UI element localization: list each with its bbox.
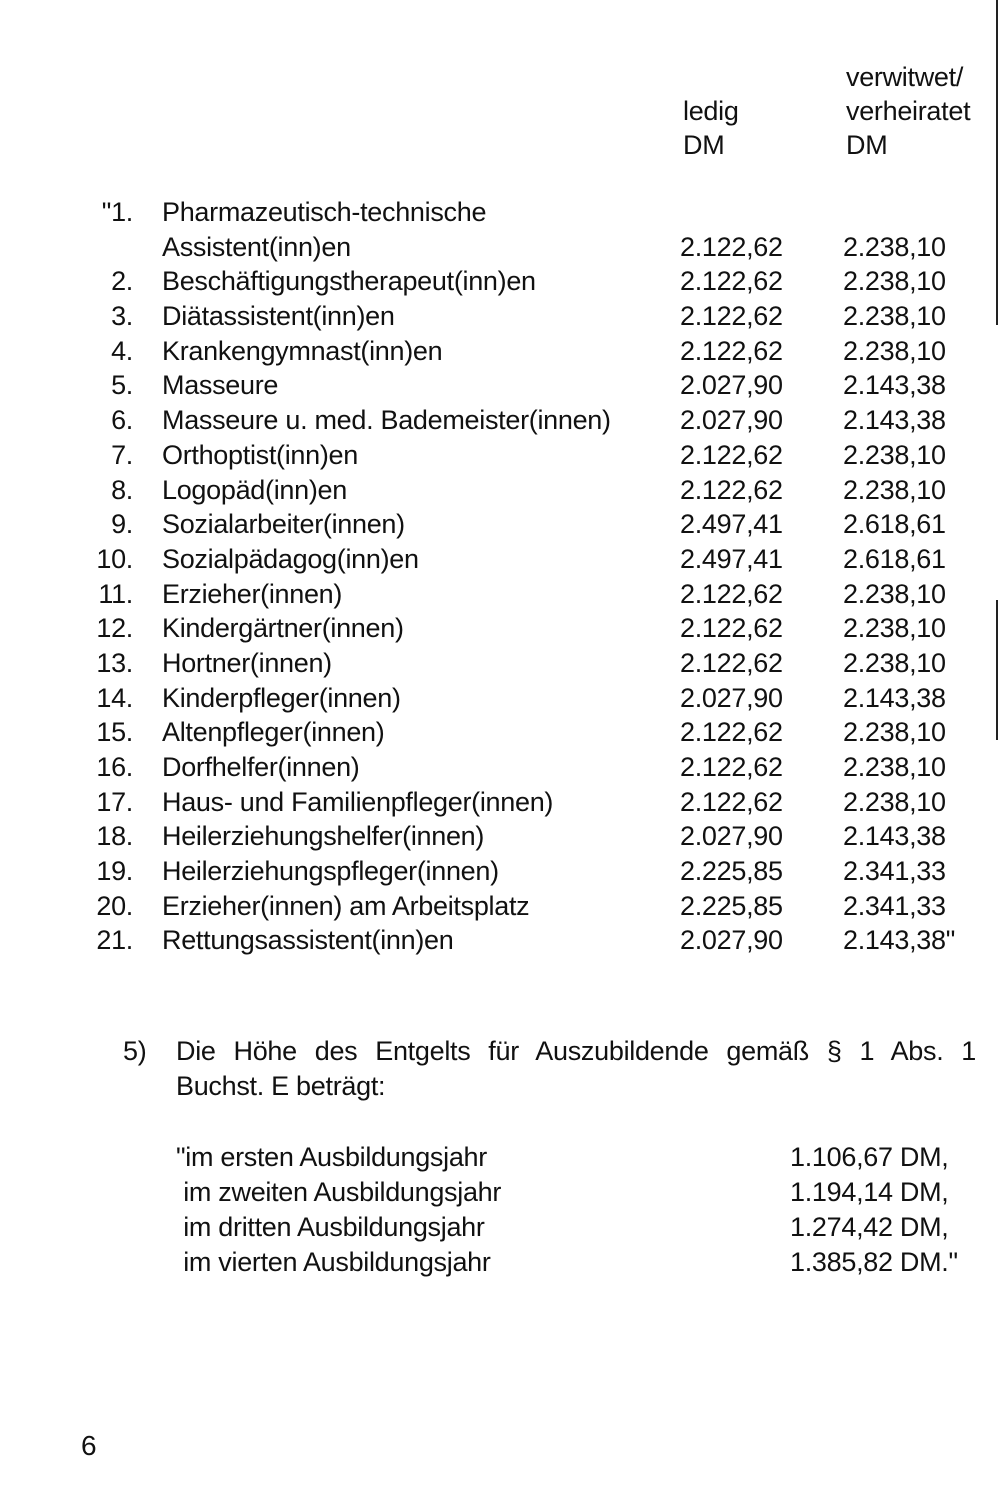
table-row [0,819,1000,854]
column-header-ledig-unit: DM [683,130,725,160]
row-number: 18. [96,821,133,852]
row-profession: Kinderpfleger(innen) [162,682,401,713]
row-profession: Pharmazeutisch-technische [162,197,487,227]
row-value-verheiratet: 2.143,38 [843,821,946,852]
column-header-verheiratet [846,60,970,162]
row-profession: Heilerziehungshelfer(innen) [162,821,485,852]
row-number: 4. [111,335,133,366]
row-profession: Erzieher(innen) [162,578,343,609]
row-value-ledig: 2.497,41 [680,509,783,540]
row-profession: Sozialpädagog(inn)en [162,543,419,574]
table-row [0,507,1000,542]
row-profession: Sozialarbeiter(innen) [162,509,405,540]
table-row [0,785,1000,820]
row-value-verheiratet: 2.238,10 [843,474,946,505]
column-header-ledig [683,94,739,162]
row-value-ledig: 2.027,90 [680,370,783,401]
table-row [0,715,1000,750]
row-number: 8. [111,474,133,505]
list-item [0,1140,1000,1175]
note-number: 5) [123,1036,147,1066]
row-number: 20. [96,890,133,921]
column-header-verheiratet-line2: verheiratet [846,96,971,126]
row-value-verheiratet: 2.238,10 [843,335,946,366]
list-item [0,1175,1000,1210]
row-profession: Orthoptist(inn)en [162,439,358,470]
row-number: 12. [96,613,133,644]
list-item [0,1210,1000,1245]
row-value-ledig: 2.122,62 [680,231,783,262]
row-number: 9. [111,509,133,540]
table-row [0,750,1000,785]
table-row [0,403,1000,438]
training-year-value: 1.194,14 DM, [790,1177,949,1207]
row-value-verheiratet: 2.618,61 [843,509,946,540]
table-row [0,542,1000,577]
row-profession: Hortner(innen) [162,647,332,678]
row-value-ledig: 2.122,62 [680,717,783,748]
training-year-label: "im ersten Ausbildungsjahr [176,1142,487,1172]
row-profession: Masseure [162,370,279,401]
table-row [0,611,1000,646]
row-value-ledig: 2.122,62 [680,647,783,678]
row-profession: Masseure u. med. Bademeister(innen) [162,405,611,436]
row-profession: Diätassistent(inn)en [162,301,395,332]
row-value-ledig: 2.122,62 [680,335,783,366]
row-value-verheiratet: 2.238,10 [843,439,946,470]
row-profession: Dorfhelfer(innen) [162,752,360,782]
row-value-verheiratet: 2.238,10 [843,301,946,332]
table-row [0,438,1000,473]
table-row [0,681,1000,716]
row-value-verheiratet: 2.341,33 [843,890,946,921]
row-value-ledig: 2.122,62 [680,786,783,817]
row-value-verheiratet: 2.238,10 [843,578,946,609]
row-value-verheiratet: 2.618,61 [843,543,946,574]
row-value-ledig: 2.497,41 [680,543,783,574]
row-value-verheiratet: 2.238,10 [843,231,946,262]
row-profession: Heilerziehungspfleger(innen) [162,856,499,887]
table-row [0,230,1000,265]
table-row [0,299,1000,334]
row-value-verheiratet: 2.238,10 [843,266,946,297]
table-row [0,195,1000,230]
row-value-ledig: 2.122,62 [680,613,783,644]
row-number: 16. [96,752,133,782]
column-header-verheiratet-unit: DM [846,130,888,160]
row-value-verheiratet: 2.238,10 [843,786,946,817]
row-profession: Rettungsassistent(inn)en [162,925,454,956]
row-number: 15. [96,717,133,748]
row-profession: Krankengymnast(inn)en [162,335,443,366]
row-number: 7. [111,439,133,470]
note-text-line1: Die Höhe des Entgelts für Auszubildende gemäß § 1 Abs. 1 [176,1036,976,1066]
row-value-ledig: 2.027,90 [680,821,783,852]
page-number: 6 [81,1430,97,1461]
table-row [0,889,1000,924]
row-value-ledig: 2.122,62 [680,752,783,782]
row-value-ledig: 2.122,62 [680,439,783,470]
row-number: 11. [98,578,133,609]
row-value-ledig: 2.027,90 [680,925,783,956]
row-value-ledig: 2.225,85 [680,890,783,921]
table-row [0,854,1000,889]
row-number: 5. [111,370,133,401]
row-value-verheiratet: 2.238,10 [843,613,946,644]
row-value-verheiratet: 2.143,38 [843,405,946,436]
row-value-ledig: 2.225,85 [680,856,783,887]
training-year-label: im dritten Ausbildungsjahr [176,1212,485,1242]
column-header-verheiratet-line1: verwitwet/ [846,62,964,92]
list-item [0,1245,1000,1280]
row-value-ledig: 2.122,62 [680,301,783,332]
row-profession: Logopäd(inn)en [162,474,347,505]
row-number: 17. [96,786,133,817]
row-value-verheiratet: 2.341,33 [843,856,946,887]
table-row [0,473,1000,508]
row-value-ledig: 2.027,90 [680,405,783,436]
row-profession: Kindergärtner(innen) [162,613,404,644]
row-number: 2. [111,266,133,297]
row-profession: Beschäftigungstherapeut(inn)en [162,266,536,297]
column-header-ledig-line: ledig [683,96,739,126]
table-row [0,923,1000,958]
table-row [0,264,1000,299]
row-number: 14. [96,682,133,713]
salary-table [0,195,1000,958]
row-value-verheiratet: 2.143,38" [843,925,955,956]
training-year-value: 1.106,67 DM, [790,1142,949,1172]
training-year-label: im vierten Ausbildungsjahr [176,1247,491,1277]
row-value-verheiratet: 2.143,38 [843,682,946,713]
note-text-line2: Buchst. E beträgt: [176,1071,386,1101]
row-number: 10. [96,543,133,574]
row-profession: Assistent(inn)en [162,231,351,262]
row-value-ledig: 2.122,62 [680,474,783,505]
training-year-value: 1.385,82 DM." [790,1247,958,1277]
row-number: 6. [111,405,133,436]
row-profession: Erzieher(innen) am Arbeitsplatz [162,890,530,921]
row-number: 13. [96,647,133,678]
row-value-ledig: 2.027,90 [680,682,783,713]
row-number: 19. [96,856,133,887]
row-number: 21. [96,925,133,956]
row-value-verheiratet: 2.238,10 [843,647,946,678]
row-value-verheiratet: 2.143,38 [843,370,946,401]
training-year-label: im zweiten Ausbildungsjahr [176,1177,502,1207]
training-allowance-list [0,1140,1000,1280]
row-number: "1. [101,197,133,227]
table-row [0,334,1000,369]
row-value-ledig: 2.122,62 [680,578,783,609]
row-value-ledig: 2.122,62 [680,266,783,297]
row-number: 3. [111,301,133,332]
row-value-verheiratet: 2.238,10 [843,717,946,748]
training-year-value: 1.274,42 DM, [790,1212,949,1242]
table-row [0,577,1000,612]
row-profession: Haus- und Familienpfleger(innen) [162,786,554,817]
row-profession: Altenpfleger(innen) [162,717,385,748]
row-value-verheiratet: 2.238,10 [843,752,946,782]
table-row [0,646,1000,681]
table-row [0,368,1000,403]
